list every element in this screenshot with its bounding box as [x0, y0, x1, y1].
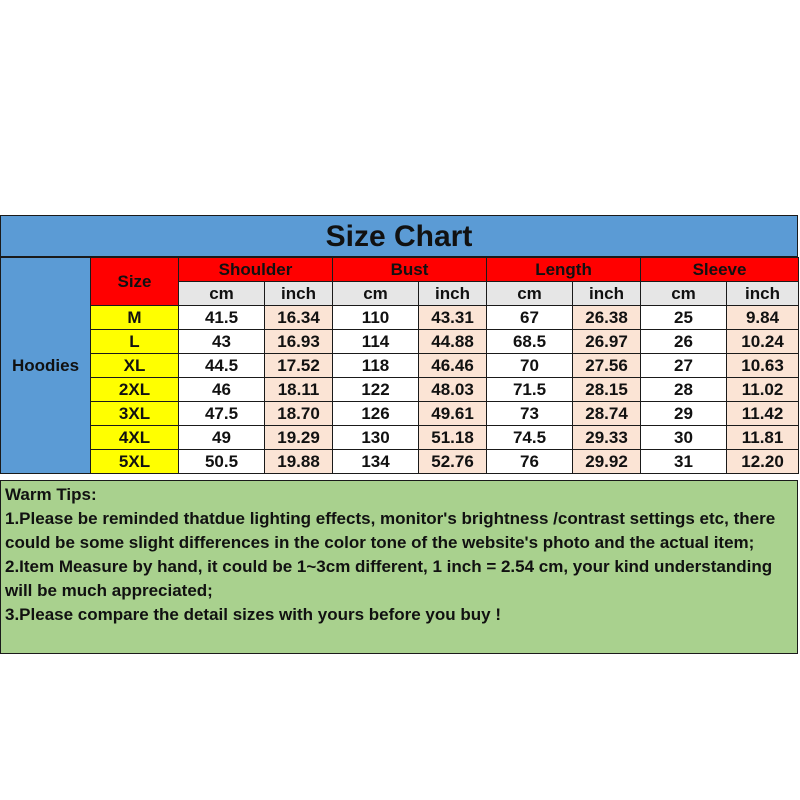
- cm-value: 71.5: [487, 378, 573, 402]
- size-label: M: [91, 306, 179, 330]
- inch-value: 16.93: [265, 330, 333, 354]
- unit-cm: cm: [487, 282, 573, 306]
- chart-title: Size Chart: [0, 215, 798, 257]
- inch-value: 29.33: [573, 426, 641, 450]
- table-row: [1, 402, 799, 426]
- inch-value: 12.20: [727, 450, 799, 474]
- unit-inch: inch: [573, 282, 641, 306]
- measure-header-length: Length: [487, 258, 641, 282]
- size-label: 3XL: [91, 402, 179, 426]
- cm-value: 76: [487, 450, 573, 474]
- size-label: 5XL: [91, 450, 179, 474]
- inch-value: 52.76: [419, 450, 487, 474]
- cm-value: 73: [487, 402, 573, 426]
- cm-value: 130: [333, 426, 419, 450]
- cm-value: 50.5: [179, 450, 265, 474]
- table-row: [1, 378, 799, 402]
- unit-cm: cm: [333, 282, 419, 306]
- inch-value: 9.84: [727, 306, 799, 330]
- inch-value: 10.63: [727, 354, 799, 378]
- inch-value: 49.61: [419, 402, 487, 426]
- measure-header-bust: Bust: [333, 258, 487, 282]
- cm-value: 27: [641, 354, 727, 378]
- cm-value: 41.5: [179, 306, 265, 330]
- size-label: L: [91, 330, 179, 354]
- tip-line-1: 1.Please be reminded thatdue lighting effects, monitor's brightness /contrast settings etc, there could be some slight differences in the color tone of the website's photo and the actual item;: [5, 509, 776, 552]
- cm-value: 126: [333, 402, 419, 426]
- inch-value: 11.42: [727, 402, 799, 426]
- inch-value: 19.29: [265, 426, 333, 450]
- cm-value: 25: [641, 306, 727, 330]
- measure-header-sleeve: Sleeve: [641, 258, 799, 282]
- inch-value: 18.70: [265, 402, 333, 426]
- cm-value: 74.5: [487, 426, 573, 450]
- warm-tips: [0, 480, 798, 654]
- inch-value: 26.38: [573, 306, 641, 330]
- unit-cm: cm: [641, 282, 727, 306]
- size-label: 2XL: [91, 378, 179, 402]
- inch-value: 16.34: [265, 306, 333, 330]
- cm-value: 110: [333, 306, 419, 330]
- inch-value: 19.88: [265, 450, 333, 474]
- measure-header-shoulder: Shoulder: [179, 258, 333, 282]
- cm-value: 28: [641, 378, 727, 402]
- inch-value: 28.15: [573, 378, 641, 402]
- table-row: [1, 306, 799, 330]
- cm-value: 114: [333, 330, 419, 354]
- inch-value: 29.92: [573, 450, 641, 474]
- unit-inch: inch: [419, 282, 487, 306]
- table-row: [1, 354, 799, 378]
- inch-value: 28.74: [573, 402, 641, 426]
- inch-value: 44.88: [419, 330, 487, 354]
- measure-header-row: [1, 258, 799, 282]
- unit-inch: inch: [727, 282, 799, 306]
- size-label: XL: [91, 354, 179, 378]
- table-row: [1, 426, 799, 450]
- inch-value: 43.31: [419, 306, 487, 330]
- inch-value: 11.81: [727, 426, 799, 450]
- inch-value: 10.24: [727, 330, 799, 354]
- cm-value: 31: [641, 450, 727, 474]
- inch-value: 17.52: [265, 354, 333, 378]
- cm-value: 44.5: [179, 354, 265, 378]
- cm-value: 47.5: [179, 402, 265, 426]
- tips-heading: Warm Tips:: [5, 485, 97, 504]
- inch-value: 11.02: [727, 378, 799, 402]
- tip-line-2: 2.Item Measure by hand, it could be 1~3cm different, 1 inch = 2.54 cm, your kind understanding will be much appreciated;: [5, 557, 773, 600]
- cm-value: 134: [333, 450, 419, 474]
- unit-cm: cm: [179, 282, 265, 306]
- inch-value: 18.11: [265, 378, 333, 402]
- cm-value: 67: [487, 306, 573, 330]
- inch-value: 26.97: [573, 330, 641, 354]
- cm-value: 118: [333, 354, 419, 378]
- tip-line-3: 3.Please compare the detail sizes with yours before you buy !: [5, 605, 501, 624]
- cm-value: 26: [641, 330, 727, 354]
- table-row: [1, 450, 799, 474]
- table-row: [1, 330, 799, 354]
- cm-value: 29: [641, 402, 727, 426]
- cm-value: 46: [179, 378, 265, 402]
- unit-inch: inch: [265, 282, 333, 306]
- inch-value: 48.03: [419, 378, 487, 402]
- cm-value: 122: [333, 378, 419, 402]
- cm-value: 30: [641, 426, 727, 450]
- inch-value: 51.18: [419, 426, 487, 450]
- cm-value: 43: [179, 330, 265, 354]
- cm-value: 49: [179, 426, 265, 450]
- size-header: Size: [91, 258, 179, 306]
- inch-value: 46.46: [419, 354, 487, 378]
- size-chart: [0, 215, 800, 656]
- size-label: 4XL: [91, 426, 179, 450]
- cm-value: 70: [487, 354, 573, 378]
- category-label: Hoodies: [1, 258, 91, 474]
- size-table: [0, 257, 799, 474]
- inch-value: 27.56: [573, 354, 641, 378]
- cm-value: 68.5: [487, 330, 573, 354]
